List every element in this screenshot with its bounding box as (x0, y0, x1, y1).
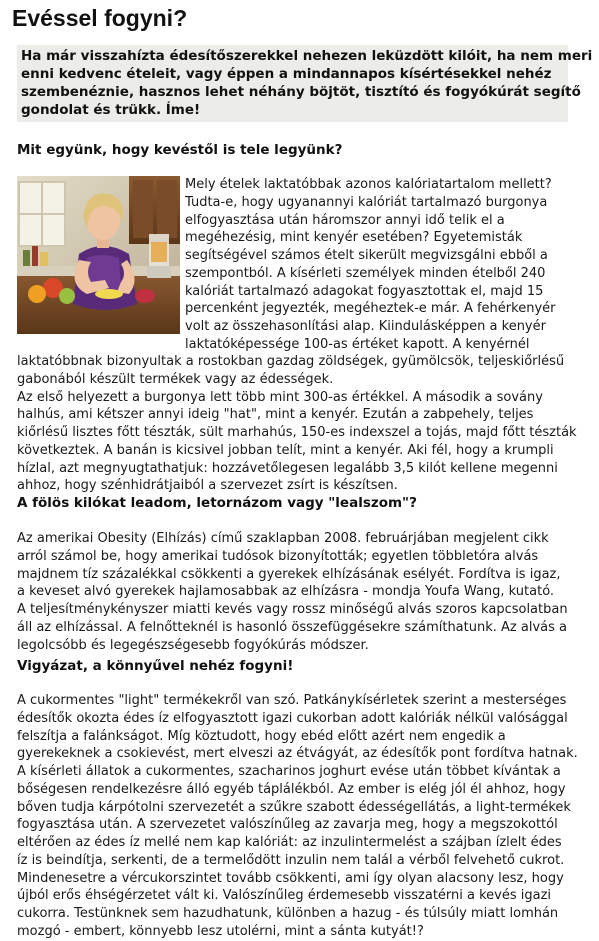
text-line: gyerekeknek a csokievést, mert elveszi az étvágyát, az édesítők pont fordítva hatnak. (17, 746, 578, 762)
section-1-text (17, 353, 577, 495)
text-line: laktatóbbnak bizonyultak a rostokban gazdag zöldségek, gyümölcsök, teljeskiőrlésű (17, 354, 565, 369)
text-line: A teljesítménykényszer miatti kevés vagy rossz minőségű alvás szoros kapcsolatban (17, 602, 568, 617)
text-line: hízlal, azt megnyugtathatjuk: hozzávetőlegesen legalább 3,5 kilót kellene megenni (17, 460, 558, 476)
text-line: szempontból. A kísérleti személyek minden ételből 240 (185, 265, 546, 281)
section-1-wrap-text (185, 176, 555, 354)
text-line: bőven tudja kárpótolni szervezetét a szűkre szabott édességellátás, a light-termékek (17, 799, 571, 815)
text-line: fogyasztása után. A szervezetet valószínűleg az zavarja meg, hogy a megszokottól (17, 817, 558, 833)
section-2-text (17, 530, 568, 654)
text-line: kiőrlésű lisztes főtt tészták, sült marhahús, 150-es indexszel a tojás, majd főtt tészták (17, 425, 577, 440)
text-line: a keveset alvó gyerekek hajlamosabbak az elhízásra - mondja Youfa Wang, kutató. (17, 584, 555, 600)
article-title: Evéssel fogyni? (12, 5, 188, 31)
text-line: cukorra. Testünknek sem hazudhatunk, különben a hazug - és túlsúly miatt lomhán (17, 906, 559, 921)
text-line: megéhezésig, mint kenyér esetében? Egyetemisták (185, 230, 523, 246)
text-line: Az amerikai Obesity (Elhízás) című szaklapban 2008. februárjában megjelent cikk (17, 531, 549, 546)
text-line: percenként jegyezték, megéheztek-e már. A fehérkenyér (185, 301, 556, 317)
kitchen-illustration (17, 176, 180, 334)
section-heading-1: Mit együnk, hogy kevéstől is tele legyünk? (17, 142, 343, 158)
text-line: következtek. A banán is kicsivel jobban telít, mint a kenyér. Aki fél, hogy a krumpli (17, 442, 554, 458)
intro-line: enni kedvenc ételeit, vagy éppen a mindannapos kísértésekkel nehéz (21, 66, 552, 82)
text-line: majdnem tíz százalékkal csökkenti a gyerekek elhízásának esélyét. Fordítva is igaz, (17, 566, 561, 582)
text-line: újból erős éhségérzetet vált ki. Valószínűleg érdemesebb visszatérni a kevés igazi (17, 888, 552, 904)
woman-kitchen-photo (17, 176, 180, 334)
text-line: arról számol be, hogy amerikai tudósok bizonyították; egyetlen többletóra alvás (17, 548, 539, 564)
text-line: felszítja a falánkságot. Míg köztudott, hogy ebéd előtt azért nem engedik a (17, 728, 506, 744)
text-line: kalóriát tartalmazó adagokat fogyasztottak el, majd 15 (185, 283, 544, 299)
text-line: gabonából készült termékek vagy az édességek. (17, 371, 334, 387)
section-heading-3: Vigyázat, a könnyűvel nehéz fogyni! (17, 658, 294, 674)
intro-line: Ha már visszahízta édesítőszerekkel nehezen leküzdött kilóit, ha nem meri (21, 48, 593, 64)
text-line: legolcsóbb és legegészségesebb fogyókúrás módszer. (17, 637, 369, 653)
text-line: íz is beindítja, serkenti, de a termelődött inzulin nem talál a vérből felvehető cukrot. (17, 852, 565, 868)
text-line: ahhoz, hogy szénhidrátjaiból a szervezet zsírt is készítsen. (17, 478, 398, 494)
section-3-text (17, 692, 578, 941)
text-line: áll az elhízással. A felnőtteknél is hasonló összefüggésekre számíthatunk. Az alvás a (17, 619, 567, 635)
text-line: mozgó - embert, könnyebb lesz utolérni, mint a sánta kutyát!? (17, 923, 424, 939)
text-line: Az első helyezett a burgonya lett több mint 300-as értékkel. A második a sovány (17, 389, 543, 405)
text-line: Mely ételek laktatóbbak azonos kalóriatartalom mellett? (185, 177, 552, 192)
intro-line: gondolat és trükk. Íme! (21, 102, 201, 118)
intro-box (17, 45, 593, 122)
text-line: volt az összehasonlítási alap. Kiindulásképpen a kenyér (185, 319, 546, 334)
text-line: Tudta-e, hogy ugyanannyi kalóriát tartalmazó burgonya (185, 194, 548, 210)
text-line: halhús, ami kétszer annyi ideig "hat", mint a kenyér. Ezután a zabpehely, teljes (17, 407, 534, 423)
text-line: édesítők okozta édes íz elfogyasztott igazi cukorban adott kalóriák nélkül valósággal (17, 710, 568, 726)
text-line: elfogyasztása után háromszor annyi idő telik el a (185, 212, 505, 228)
text-line: Mindenesetre a vércukorszintet tovább csökkenti, ami így olyan alacsony lesz, hogy (17, 870, 564, 886)
text-line: A cukormentes "light" termékekről van szó. Patkánykísérletek szerint a mesterséges (17, 693, 567, 708)
text-line: laktatóképessége 100-as értéket kapott. A kenyérnél (185, 336, 530, 352)
section-heading-2: A fölös kilókat leadom, letornázom vagy "lealszom"? (17, 495, 417, 511)
intro-line: szembenéznie, hasznos lehet néhány böjtöt, tisztító és fogyókúrát segítő (21, 84, 581, 100)
text-line: bőségesen rendelkezésre álló egyéb táplálékból. Az ember is elég jól él ahhoz, hogy (17, 781, 566, 797)
text-line: segítségével számos ételt sikerült megvizsgálni ebből a (185, 248, 548, 263)
text-line: A kísérleti állatok a cukormentes, szacharinos joghurt evése után többet kívántak a (17, 764, 561, 779)
text-line: eltérően az édes íz mellé nem kap kalóriát: az inzulintermelést a szájban ízlelt édes (17, 835, 562, 850)
